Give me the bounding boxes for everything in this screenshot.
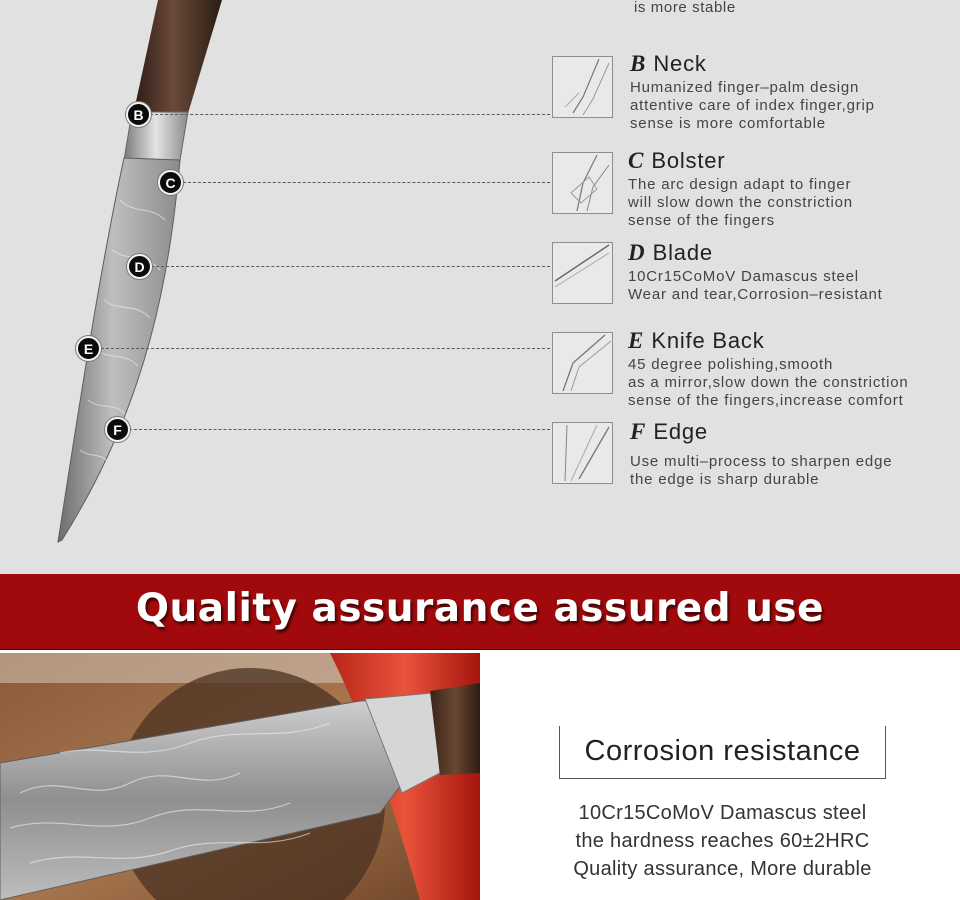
description-line: 10Cr15CoMoV Damascus steel — [628, 268, 859, 285]
description-line: sense is more comfortable — [630, 115, 826, 132]
leader-line-b — [150, 114, 550, 115]
part-description — [630, 453, 892, 489]
marker-d: D — [127, 254, 152, 279]
part-edge — [630, 419, 892, 489]
leader-line-e — [101, 348, 550, 349]
marker-f: F — [105, 417, 130, 442]
knife-back-detail-thumbnail — [552, 332, 613, 394]
marker-c: C — [158, 170, 183, 195]
part-bolster — [628, 148, 853, 230]
previous-part-description-tail: is more stable — [634, 0, 736, 16]
description-line: 45 degree polishing,smooth — [628, 356, 834, 373]
description-line: sense of the fingers,increase comfort — [628, 392, 904, 409]
part-title: Bolster — [651, 148, 726, 173]
marker-b: B — [126, 102, 151, 127]
edge-detail-thumbnail — [552, 422, 613, 484]
corrosion-feature-panel — [480, 653, 960, 900]
description-line: Humanized finger–palm design — [630, 79, 860, 96]
description-line: Use multi–process to sharpen edge — [630, 453, 893, 470]
part-blade — [628, 240, 883, 304]
feature-line: Quality assurance, More durable — [573, 858, 872, 880]
description-line: will slow down the constriction — [628, 194, 853, 211]
description-line: as a mirror,slow down the constriction — [628, 374, 909, 391]
blade-detail-thumbnail — [552, 242, 613, 304]
part-neck — [630, 51, 875, 133]
part-description — [628, 268, 883, 304]
part-letter: D — [628, 240, 645, 265]
description-line: The arc design adapt to finger — [628, 176, 852, 193]
description-line: sense of the fingers — [628, 212, 775, 229]
knife-handle — [132, 0, 222, 120]
description-line: Wear and tear,Corrosion–resistant — [628, 286, 883, 303]
feature-line: the hardness reaches 60±2HRC — [575, 830, 870, 852]
part-title: Edge — [653, 419, 708, 444]
part-description — [628, 356, 909, 410]
marker-e: E — [76, 336, 101, 361]
part-title: Neck — [653, 51, 707, 76]
blade-closeup-photo — [0, 653, 480, 900]
description-line: the edge is sharp durable — [630, 471, 820, 488]
feature-title-box — [559, 726, 886, 779]
part-title: Blade — [652, 240, 713, 265]
bolster-detail-thumbnail — [552, 152, 613, 214]
quality-banner — [0, 574, 960, 650]
part-description — [630, 79, 875, 133]
part-letter: F — [630, 419, 646, 444]
banner-title: Quality assurance assured use — [135, 586, 825, 631]
description-line: attentive care of index finger,grip — [630, 97, 875, 114]
feature-line: 10Cr15CoMoV Damascus steel — [578, 802, 867, 824]
part-letter: E — [628, 328, 644, 353]
part-letter: B — [630, 51, 646, 76]
leader-line-d — [151, 266, 550, 267]
leader-line-f — [129, 429, 550, 430]
blade-closeup-image — [0, 653, 480, 900]
part-letter: C — [628, 148, 644, 173]
feature-title: Corrosion resistance — [584, 735, 861, 767]
leader-line-c — [183, 182, 550, 183]
part-description — [628, 176, 853, 230]
part-knife-back — [628, 328, 909, 410]
part-title: Knife Back — [651, 328, 765, 353]
neck-detail-thumbnail — [552, 56, 613, 118]
feature-description — [520, 799, 925, 883]
